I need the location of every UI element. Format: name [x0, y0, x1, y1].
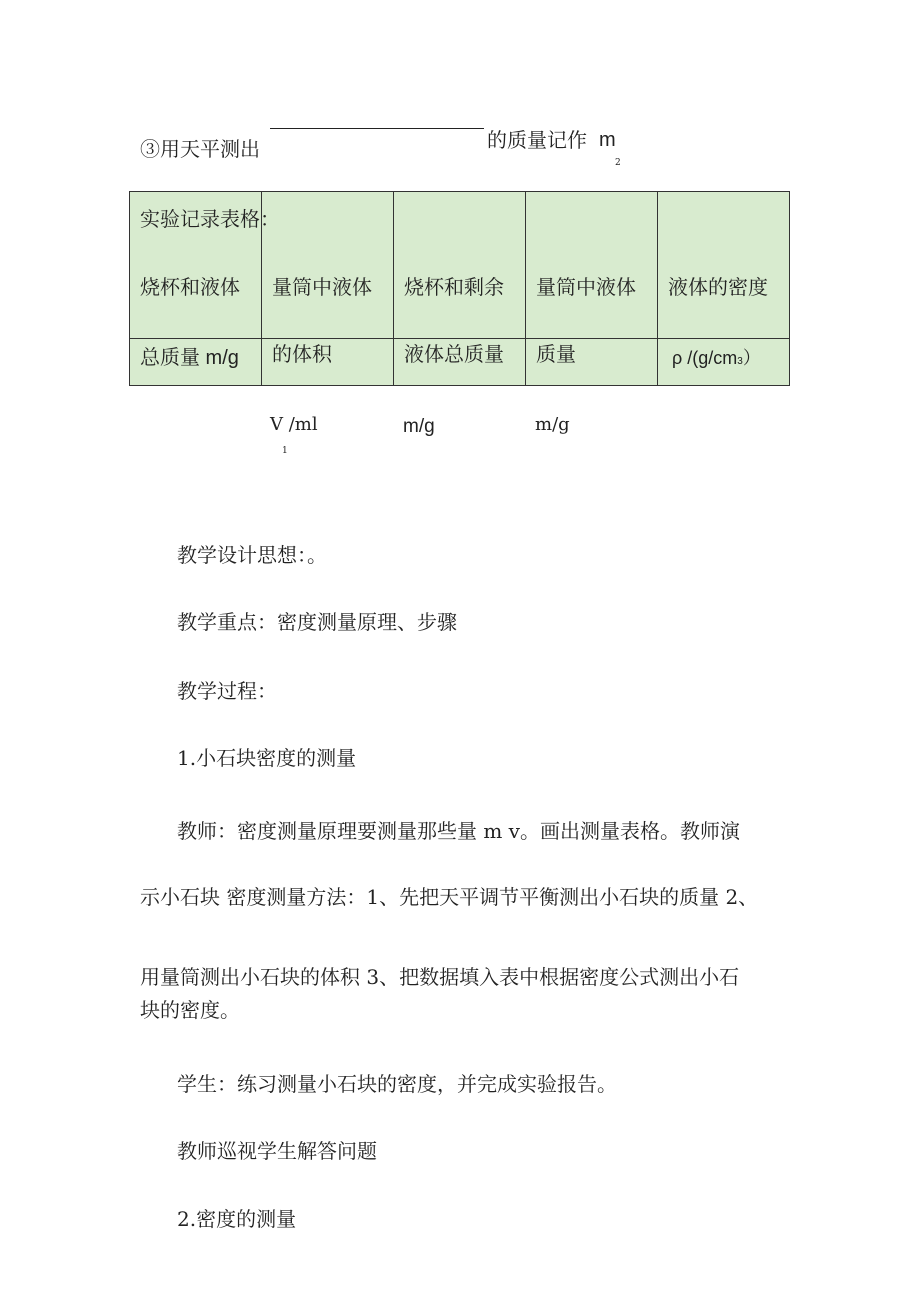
design-idea-line: 教学设计思想：。 — [177, 543, 327, 567]
teacher-patrol-line: 教师巡视学生解答问题 — [177, 1139, 377, 1163]
table-col-divider — [393, 192, 394, 385]
table-caption: 实验记录表格： — [140, 207, 280, 231]
table-header-cell: 烧杯和剩余 — [404, 275, 504, 299]
density-unit-text: ρ /(g/cm — [672, 348, 738, 368]
teaching-process-heading: 教学过程： — [177, 679, 277, 703]
table-col-divider — [525, 192, 526, 385]
paragraph-line: 用量筒测出小石块的体积 3、把数据填入表中根据密度公式测出小石 — [140, 965, 740, 989]
step3-suffix: 的质量记作 — [487, 128, 587, 152]
mass-unit: m/g — [535, 414, 570, 435]
step3-m-subscript: 2 — [615, 158, 621, 168]
density-unit-superscript: 3 — [737, 356, 743, 367]
fill-in-blank-line — [270, 128, 484, 129]
step3-m-var: m — [599, 129, 616, 151]
volume-unit-subscript: 1 — [282, 446, 288, 456]
density-unit-cell — [672, 346, 761, 374]
density-unit-close: ） — [742, 348, 761, 368]
mass-unit: m/g — [403, 416, 435, 437]
record-table — [129, 191, 790, 386]
paragraph-line: 块的密度。 — [140, 998, 240, 1022]
table-unit-cell: 的体积 — [272, 342, 332, 366]
table-header-cell: 量筒中液体 — [272, 275, 372, 299]
paragraph-line: 示小石块 密度测量方法：1、先把天平调节平衡测出小石块的质量 2、 — [140, 885, 759, 909]
table-header-cell: 量筒中液体 — [536, 275, 636, 299]
teaching-focus-line: 教学重点：密度测量原理、步骤 — [177, 610, 457, 634]
student-line: 学生：练习测量小石块的密度，并完成实验报告。 — [177, 1072, 617, 1096]
table-col-divider — [657, 192, 658, 385]
table-header-cell: 液体的密度 — [668, 275, 768, 299]
table-unit-cell: 总质量 m/g — [140, 347, 239, 369]
paragraph-line: 教师：密度测量原理要测量那些量 m v。画出测量表格。教师演 — [177, 819, 740, 843]
table-unit-cell: 质量 — [536, 342, 576, 366]
table-row-divider — [130, 338, 789, 339]
section-2-title: 2.密度的测量 — [177, 1207, 297, 1231]
step3-prefix: ③用天平测出 — [140, 137, 260, 161]
table-header-cell: 烧杯和液体 — [140, 275, 240, 299]
table-unit-cell: 液体总质量 — [404, 342, 504, 366]
volume-unit: V /ml — [270, 414, 318, 435]
section-1-title: 1.小石块密度的测量 — [177, 746, 357, 770]
